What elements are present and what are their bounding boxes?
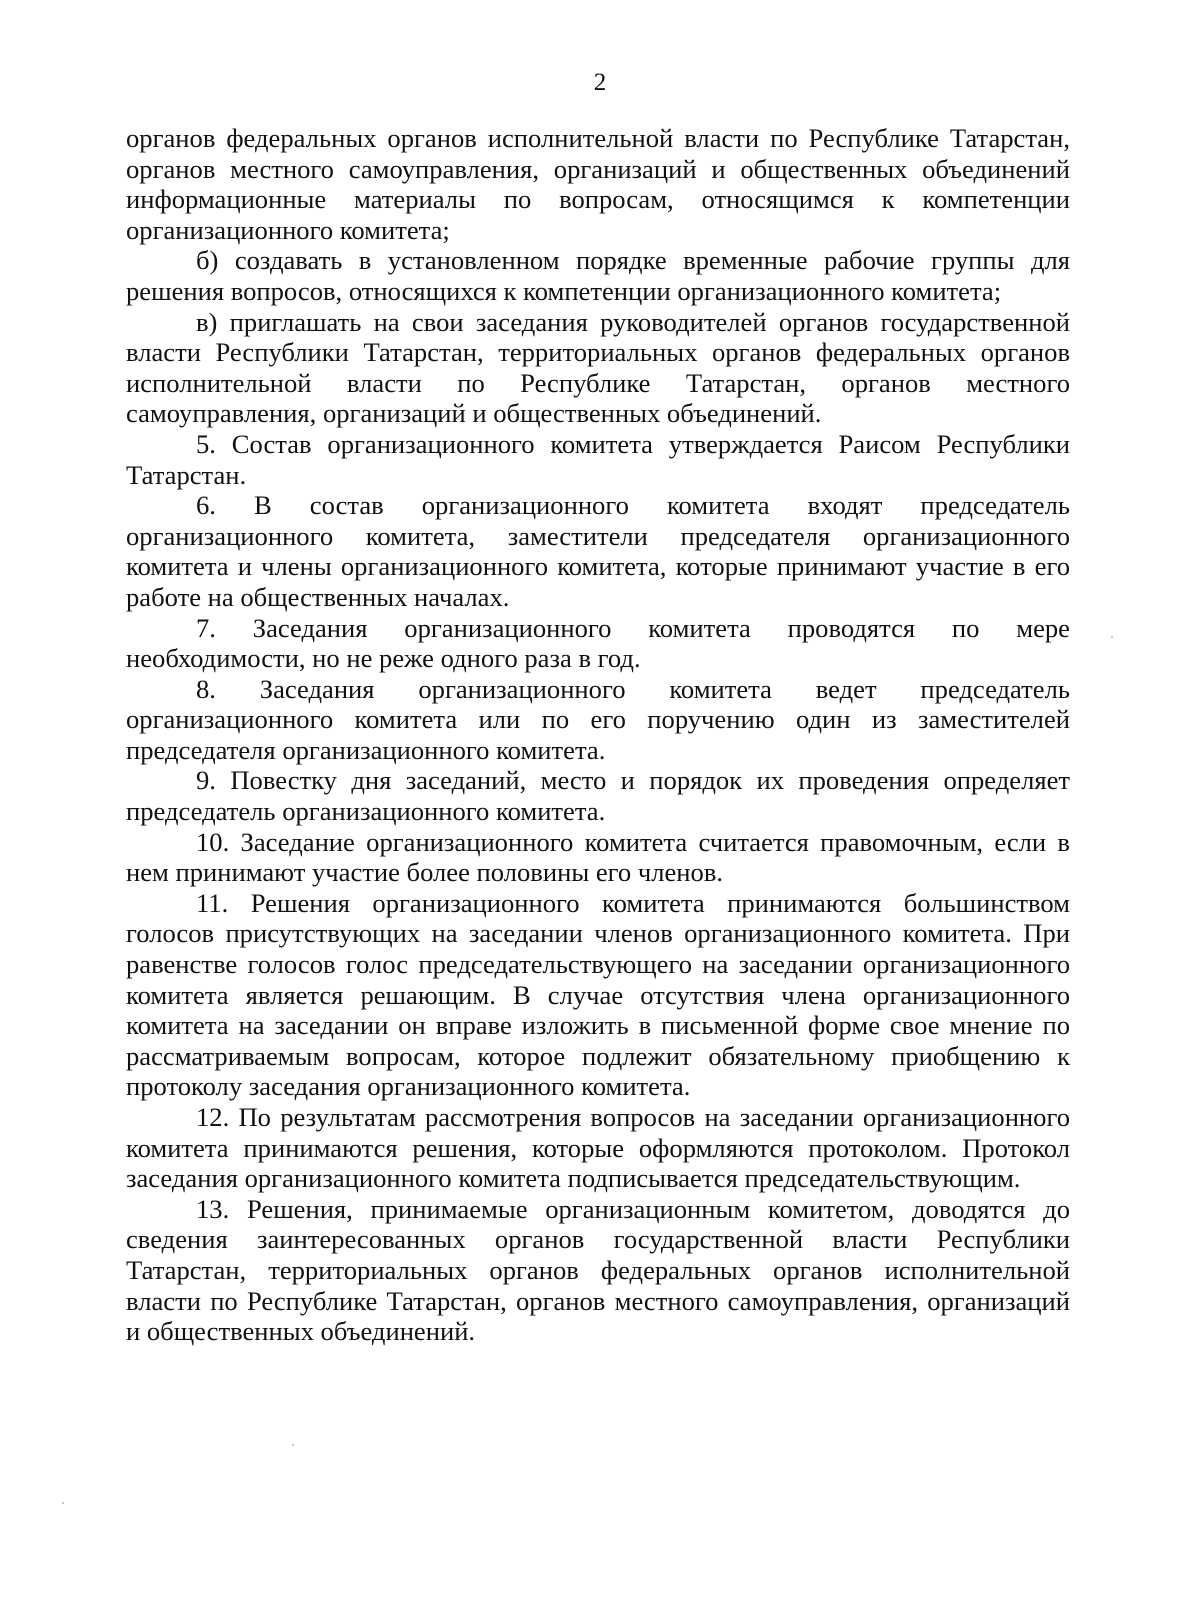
scan-speck (62, 1502, 64, 1504)
paragraph-9: 9. Повестку дня заседаний, место и порядок их проведения определяет председатель организационного комитета. (126, 765, 1070, 827)
paragraph-11: 11. Решения организационного комитета принимаются большинством голосов присутствующих на заседании членов организационного комитета. При равенстве голосов голос председательствующего на заседании организационного комитета является решающим. В случае отсутствия члена организационного комитета на заседании он вправе изложить в письменной форме свое мнение по рассматриваемым вопросам, которое подлежит обязательному приобщению к протоколу заседания организационного комитета. (126, 887, 1070, 1102)
paragraph-10: 10. Заседание организационного комитета считается правомочным, если в нем принимают участие более половины его членов. (126, 826, 1070, 888)
scan-speck (292, 1444, 294, 1446)
paragraph-7: 7. Заседания организационного комитета проводятся по мере необходимости, но не реже одного раза в год. (126, 612, 1070, 674)
paragraph-13: 13. Решения, принимаемые организационным комитетом, доводятся до сведения заинтересованных органов государственной власти Республики Татарстан, территориальных органов федеральных органов исполнительной власти по Республике Татарстан, органов местного самоуправления, организаций и общественных объединений. (126, 1193, 1070, 1347)
paragraph-6: 6. В состав организационного комитета входят председатель организационного комитета, заместители председателя организационного комитета и члены организационного комитета, которые принимают участие в его работе на общественных началах. (126, 490, 1070, 612)
paragraph-12: 12. По результатам рассмотрения вопросов на заседании организационного комитета принимаются решения, которые оформляются протоколом. Протокол заседания организационного комитета подписывается председательствующим. (126, 1102, 1070, 1194)
paragraph-continuation: органов федеральных органов исполнительной власти по Республике Татарстан, органов местного самоуправления, организаций и общественных объединений информационные материалы по вопросам, относящимся к компетенции организационного комитета; (126, 123, 1070, 245)
document-body (126, 123, 1070, 1347)
paragraph-5: 5. Состав организационного комитета утверждается Раисом Республики Татарстан. (126, 428, 1070, 490)
scan-speck (1111, 636, 1113, 638)
paragraph-item-v: в) приглашать на свои заседания руководителей органов государственной власти Республики Татарстан, территориальных органов федеральных органов исполнительной власти по Республике Татарстан, органов местного самоуправления, организаций и общественных объединений. (126, 306, 1070, 429)
page-number: 2 (593, 69, 607, 96)
paragraph-item-b: б) создавать в установленном порядке временные рабочие группы для решения вопросов, относящихся к компетенции организационного комитета; (126, 245, 1070, 306)
paragraph-8: 8. Заседания организационного комитета ведет председатель организационного комитета или по его поручению один из заместителей председателя организационного комитета. (126, 673, 1070, 765)
